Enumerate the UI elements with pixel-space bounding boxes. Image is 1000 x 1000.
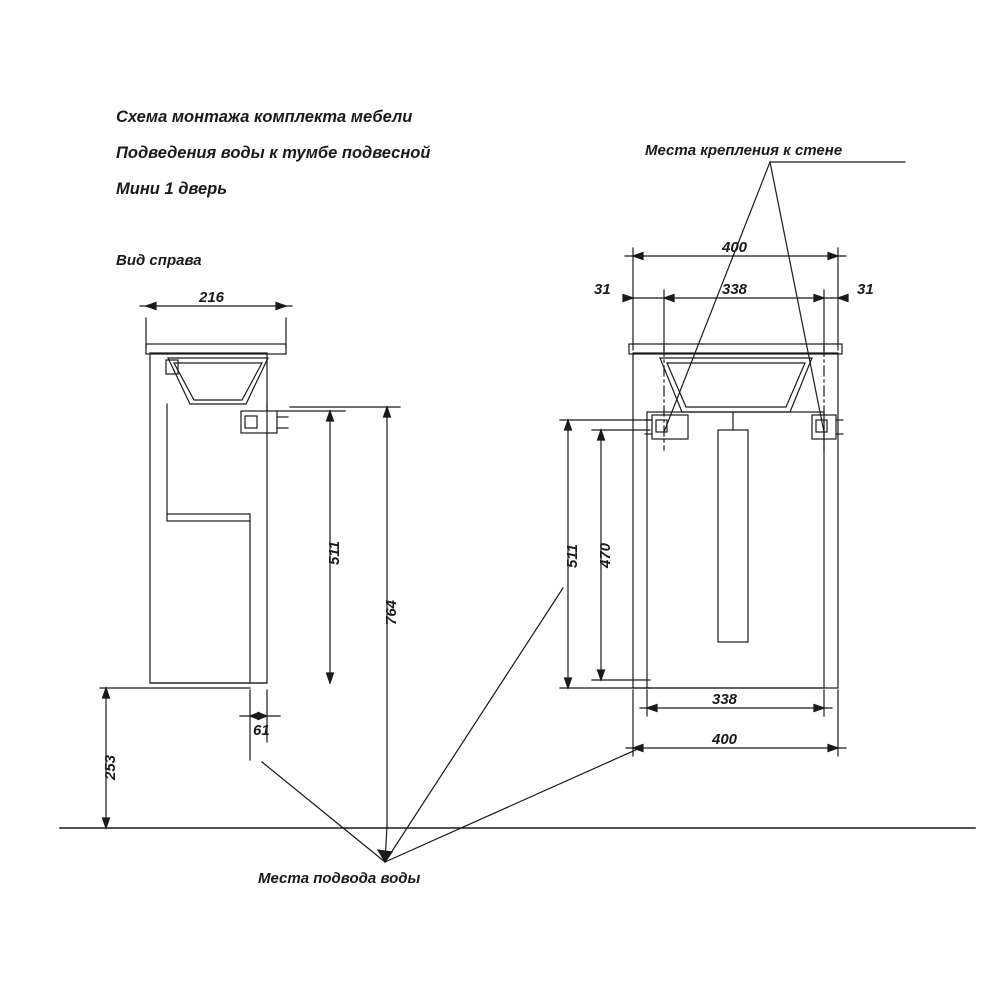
side-valve-inner: [245, 416, 257, 428]
front-valve-left: [652, 415, 688, 439]
dim-side-61: 61: [253, 722, 270, 739]
dim-side-764: 764: [383, 599, 400, 625]
arrow-400-top-right: [828, 253, 838, 260]
dim-front-400-top: 400: [722, 239, 748, 256]
dim-front-470: 470: [597, 542, 614, 568]
side-basin-inner: [174, 363, 262, 400]
arrow-f511-bottom: [565, 678, 572, 688]
arrow-400-bot-right: [828, 745, 838, 752]
arrow-400-top-left: [633, 253, 643, 260]
dim-front-400-bot: 400: [712, 731, 738, 748]
arrow-31-right: [838, 295, 848, 302]
dim-front-338-top: 338: [722, 281, 748, 298]
front-cabinet-body: [633, 353, 838, 688]
arrow-31-left: [623, 295, 633, 302]
view-label-right: Вид справа: [116, 252, 202, 269]
dim-side-216: 216: [199, 289, 225, 306]
arrow-253-top: [103, 688, 110, 698]
arrow-338-top-right: [814, 295, 824, 302]
arrow-338-bot-right: [814, 705, 824, 712]
dim-side-253: 253: [102, 754, 119, 780]
side-basin-outline: [168, 358, 268, 404]
arrow-f511-top: [565, 420, 572, 430]
callout-water-supply: Места подвода воды: [258, 870, 421, 887]
arrow-338-top-left: [664, 295, 674, 302]
arrow-216-right: [276, 303, 286, 310]
arrow-511-bottom: [327, 673, 334, 683]
leader-wall-mount-left: [664, 162, 770, 432]
leader-water-4: [385, 748, 640, 862]
leader-water-1: [262, 762, 385, 862]
front-basin-inner: [667, 363, 805, 407]
arrow-764-top: [384, 407, 391, 417]
front-drain-pipe: [718, 430, 748, 642]
arrow-61-right: [258, 713, 267, 720]
callout-wall-mount: Места крепления к стене: [645, 142, 843, 159]
arrow-470-top: [598, 430, 605, 440]
title-line-1: Схема монтажа комплекта мебели: [116, 108, 413, 126]
front-cabinet-inner: [647, 412, 824, 688]
dim-front-31-left: 31: [594, 281, 611, 298]
dim-front-338-bot: 338: [712, 691, 738, 708]
arrow-338-bot-left: [647, 705, 657, 712]
leader-water-3: [385, 588, 563, 862]
dim-side-511: 511: [326, 541, 343, 565]
arrow-253-bottom: [103, 818, 110, 828]
arrow-216-left: [146, 303, 156, 310]
title-line-3: Мини 1 дверь: [116, 180, 228, 198]
title-line-2: Подведения воды к тумбе подвесной: [116, 144, 431, 162]
arrow-470-bottom: [598, 670, 605, 680]
dim-front-511: 511: [564, 544, 581, 568]
arrow-511-top: [327, 411, 334, 421]
dim-front-31-right: 31: [857, 281, 874, 298]
side-handle: [167, 514, 250, 521]
side-valve-block: [241, 411, 277, 433]
